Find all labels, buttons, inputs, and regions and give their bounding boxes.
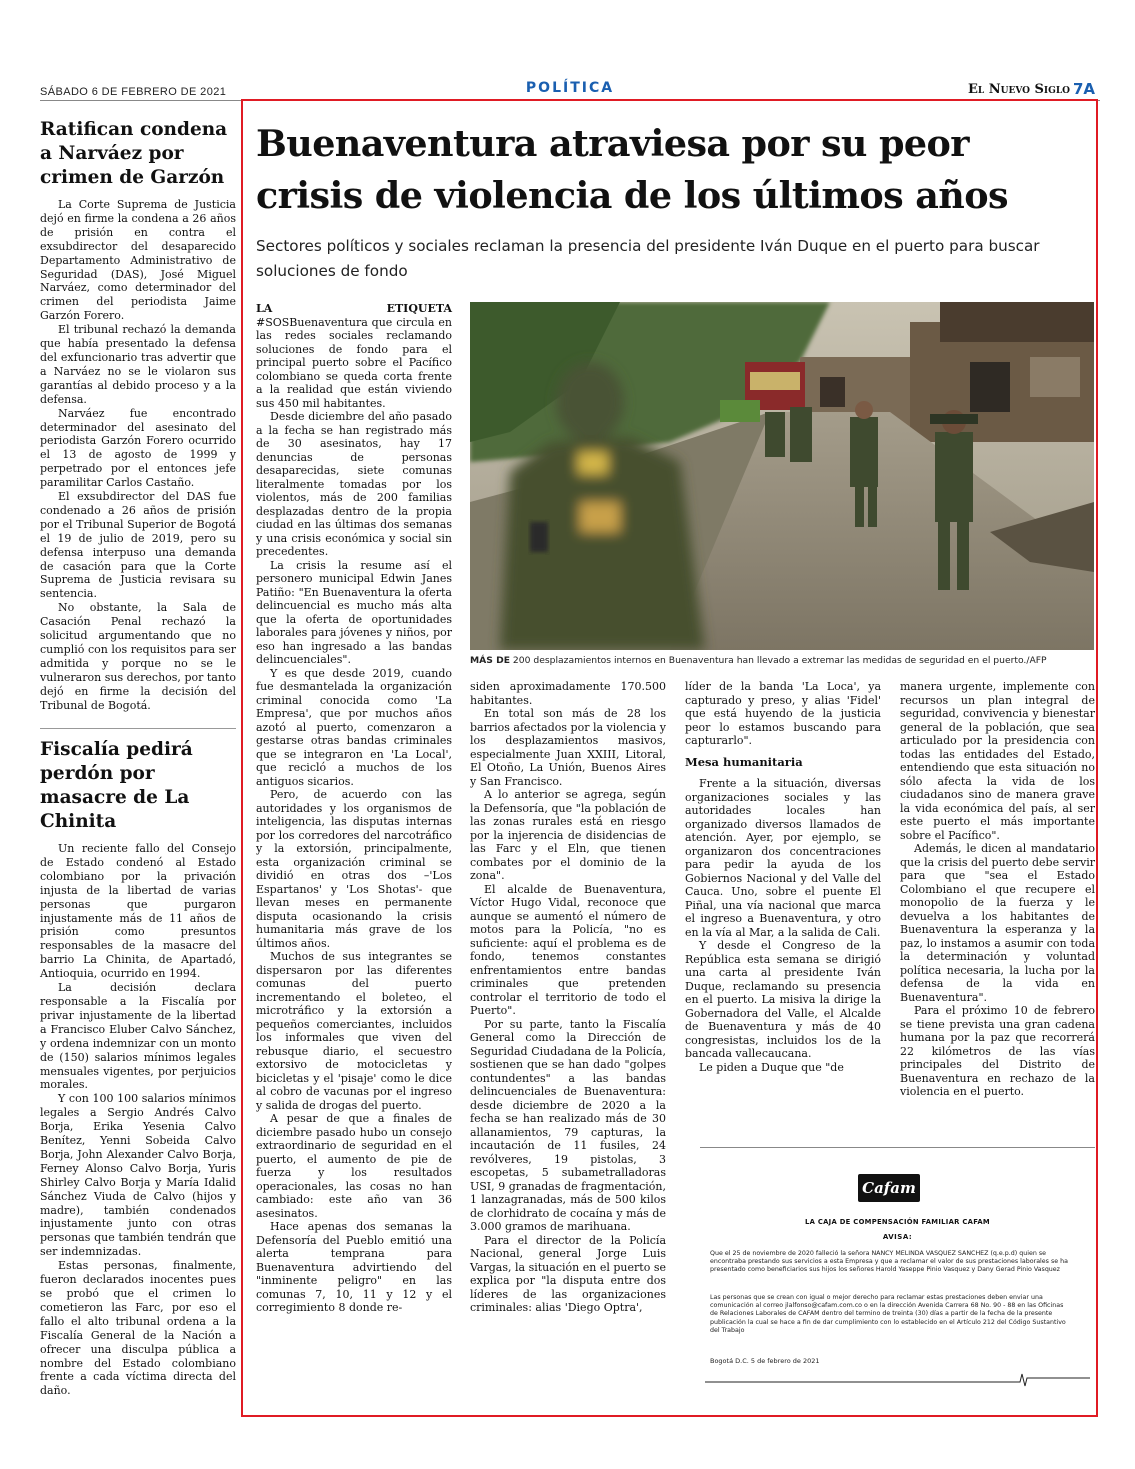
article-paragraph: manera urgente, implemente con recursos un plan integral de seguridad, convivencia y bienestar general de la población, que sea articulado por la presidencia con todas las entidades del Estado, entendiendo que esta situación no sólo afecta la vida de los ciudadanos sino de manera grave la vida económica del país, al ser este puerto el más importante sobre el Pacífico". — [900, 680, 1095, 842]
article-paragraph: Y es que desde 2019, cuando fue desmantelada la organización criminal conocida como 'La Empresa', que por muchos años azotó al puerto, comenzaron a gestarse otras bandas criminales que se integraron en 'La Local', que recicló a muchos de los antiguos sicarios. — [256, 666, 452, 788]
cafam-logo: Cafam — [858, 1174, 920, 1202]
sidebar-story-la-chinita — [40, 738, 236, 1398]
story-paragraph: Y con 100 100 salarios mínimos legales a Sergio Andrés Calvo Borja, Erika Yesenia Calvo Benítez, Yenni Sobeida Calvo Borja, John Alexander Calvo Borja, Ferney Alonso Calvo Borja, Yuris Shirley Calvo Borja y María Idalid Sánchez Viuda de Calvo (hijos y madre), también condenados injustamente junto con otras personas que también tendrán que ser indemnizadas. — [40, 1092, 236, 1259]
sidebar-story-narvaez — [40, 118, 236, 713]
ad-title: LA CAJA DE COMPENSACIÓN FAMILIAR CAFAM — [804, 1218, 991, 1226]
article-paragraph: En total son más de 28 los barrios afectados por la violencia y los desplazamientos masivos, especialmente Juan XXIII, Litoral, El Otoño, La Unión, Buenos Aires y San Francisco. — [470, 707, 666, 788]
article-paragraph: Por su parte, tanto la Fiscalía General como la Dirección de Seguridad Ciudadana de la Policía, sostienen que se han dado "golpes contundentes" a las bandas delincuenciales de Buenaventura: desde diciembre de 2020 a la fecha se han realizado más de 30 allanamientos, 79 capturas, la incautación de 11 fusiles, 24 revólveres, 19 pistolas, 3 escopetas, 5 subametralladoras USI, 9 granadas de fragmentación, 1 lanzagranadas, más de 500 kilos de clorhidrato de cocaína y más de 3.000 gramos de marihuana. — [470, 1017, 666, 1233]
photo-caption — [470, 655, 1094, 667]
story-title: Fiscalía pedirá perdón por masacre de La Chinita — [40, 739, 193, 832]
article-paragraph: A pesar de que a finales de diciembre pasado hubo un consejo extraordinario de seguridad en el puerto, el aumento de pie de fuerza y los resultados operacionales, las cosas no han cambiado: este año van 36 asesinatos. — [256, 1112, 452, 1220]
ad-bottom-line — [700, 1368, 1095, 1388]
story-paragraph: No obstante, la Sala de Casación Penal rechazó la solicitud argumentando que no cumplió con los requisitos para ser admitida y porque no se le vulneraron sus derechos, por tanto dejó en firme la decisión del Tribunal de Bogotá. — [40, 601, 236, 712]
police-patrol-photo — [470, 302, 1094, 650]
section-subheading: Mesa humanitaria — [685, 754, 803, 769]
story-paragraph: La Corte Suprema de Justicia dejó en firme la condena a 26 años de prisión en contra el exsubdirector del desaparecido Departamento Administrativo de Seguridad (DAS), José Miguel Narváez, como determinador del crimen del periodista Jaime Garzón Forero. — [40, 198, 236, 323]
ad-top-rule — [700, 1147, 1095, 1148]
article-paragraph: La crisis la resume así el personero municipal Edwin Janes Patiño: "En Buenaventura la oferta delincuencial es mucho más alta que la oferta de oportunidades laborales para jóvenes y niños, por eso han ingresado a las bandas delincuenciales". — [256, 558, 452, 666]
article-paragraph: El alcalde de Buenaventura, Víctor Hugo Vidal, reconoce que aunque se aumentó el número de motos para la Policía, "no es suficiente: aquí el problema es de fondo, tenemos constantes enfrentamientos entre bandas criminales que pretenden controlar el territorio de todo el Puerto". — [470, 882, 666, 1017]
article-column-4 — [900, 680, 1095, 1099]
ad-text-1: Que el 25 de noviembre de 2020 falleció la señora NANCY MELINDA VASQUEZ SANCHEZ (q.e.p.d) quien se encontraba prestando sus servicios a esta Empresa y que a reclamar el valor de sus prestaciones laborales se ha presentado como beneficiarios sus hijos los señores Harold Yaseppe Pinio Vasquez y Dany Gerad Pinio Vasquez — [710, 1250, 1068, 1274]
ad-date: Bogotá D.C. 5 de febrero de 2021 — [710, 1357, 820, 1365]
issue-date: SÁBADO 6 DE FEBRERO DE 2021 — [40, 86, 227, 98]
article-column-2 — [470, 680, 666, 1315]
story-paragraph: Narváez fue encontrado determinador del asesinato del periodista Garzón Forero ocurrido el 13 de agosto de 1999 y perpetrado por el entonces jefe paramilitar Carlos Castaño. — [40, 406, 236, 490]
photo-credit: /AFP — [1026, 655, 1047, 666]
caption-lead: MÁS DE — [470, 655, 510, 666]
article-column-1 — [256, 302, 452, 1315]
article-photo — [470, 302, 1094, 650]
story-paragraph: Estas personas, finalmente, fueron declarados inocentes pues se probó que el crimen lo cometieron las Farc, por eso el fallo el alto tribunal ordena a la Fiscalía General de la Nación a ofrecer una disculpa pública a nombre del Estado colombiano frente a cada víctima directa del daño. — [40, 1259, 236, 1398]
article-paragraph: Hace apenas dos semanas la Defensoría del Pueblo emitió una alerta temprana para Buenaventura advirtiendo del "inminente peligro" en las comunas 7, 10, 11 y 12 y el corregimiento 8 donde re- — [256, 1220, 452, 1314]
article-paragraph: líder de la banda 'La Loca', ya capturado y preso, y alias 'Fidel' que está huyendo de la justicia peor lo estamos buscando para capturarlo". — [685, 680, 881, 747]
ad-avisa: AVISA: — [882, 1233, 913, 1241]
article-paragraph: Frente a la situación, diversas organizaciones sociales y las autoridades locales han organizado diversos llamados de atención. Ayer, por ejemplo, se organizaron dos concentraciones para pedir la ayuda de los Gobiernos Nacional y del Valle del Cauca. Uno, sobre el puente El Piñal, una vía nacional que marca el ingreso a Buenaventura, y otro en la vía al Mar, a la salida de Cali. — [685, 777, 881, 939]
article-paragraph: Muchos de sus integrantes se dispersaron por las diferentes comunas del puerto incrementando el boleteo, el microtráfico y la extorsión a pequeños comerciantes, incluidos los informales que viven del rebusque diario, el secuestro extorsivo de motocicletas y bicicletas y el 'pisaje' como le dice al cobro de vacunas por el ingreso y salida de drogas del puerto. — [256, 950, 452, 1112]
article-paragraph: #SOSBuenaventura que circula en las redes sociales reclamando soluciones de fondo para el principal puerto sobre el Pacífico colombiano se queda corta frente a la realidad que están viviendo sus 450 mil habitantes. — [256, 315, 452, 410]
article-paragraph: siden aproximadamente 170.500 habitantes. — [470, 680, 666, 707]
article-column-3 — [685, 680, 881, 1074]
article-paragraph: Desde diciembre del año pasado a la fecha se han registrado más de 30 asesinatos, hay 17 denuncias de personas desaparecidas, siete comunas literalmente tomadas por los violentos, más de 200 familias desplazadas dentro de la propia ciudad en las últimas dos semanas y una crisis económica y social sin precedentes. — [256, 410, 452, 558]
ad-text-2: Las personas que se crean con igual o mejor derecho para reclamar estas prestaciones deben enviar una comunicación al correo jlalfonso@cafam.com.co o en la dirección Avenida Carrera 68 No. 90 - 88 en las Oficinas de Relaciones Laborales de CAFAM dentro del termino de treinta (30) días a partir de la fecha de la presente publicación la cual se hace a fin de dar cumplimiento con lo establecido en el Artículo 212 del Código Sustantivo del Trabajo — [710, 1294, 1066, 1334]
article-paragraph: A lo anterior se agrega, según la Defensoría, que "la población de las zonas rurales está en riesgo por la injerencia de disidencias de las Farc y el Eln, que tienen combates por el dominio de la zona". — [470, 788, 666, 882]
lead-tag: LA ETIQUETA — [256, 302, 452, 315]
story-title: Ratifican condena a Narváez por crimen de Garzón — [40, 119, 228, 188]
main-headline: Buenaventura atraviesa por su peor crisis de violencia de los últimos años — [256, 122, 1008, 217]
sidebar-divider — [40, 728, 236, 729]
article-paragraph: Le piden a Duque que "de — [699, 1060, 844, 1074]
article-paragraph: Y desde el Congreso de la República esta semana se dirigió una carta al presidente Iván Duque, reclamando su presencia en el puerto. La misiva la dirige la Gobernadora del Valle, el Alcalde de Buenaventura y más de 40 congresistas, incluidos los de la bancada vallecaucana. — [685, 939, 881, 1060]
story-paragraph: La decisión declara responsable a la Fiscalía por privar injustamente de la libertad a Francisco Eluber Calvo Sánchez, y ordena indemnizar con un monto de (150) salarios mínimos legales mensuales vigentes, por perjuicios morales. — [40, 981, 236, 1092]
article-paragraph: Pero, de acuerdo con las autoridades y los organismos de inteligencia, las disputas internas por los corredores del narcotráfico y la extorsión, principalmente, esta organización criminal se dividió en otras dos –'Los Espartanos' y 'Los Shotas'- que llevan meses en permanente disputa ocasionando la crisis humanitaria más grave de los últimos años. — [256, 788, 452, 950]
article-paragraph: Además, le dicen al mandatario que la crisis del puerto debe servir para que "sea el Estado Colombiano el que recupere el monopolio de la fuerza y le devuelva a los habitantes de Buenaventura la esperanza y la paz, lo instamos a asumir con toda la determinación y voluntad política necesaria, la lucha por la defensa de la vida en Buenaventura". — [900, 842, 1095, 1004]
main-subhead: Sectores políticos y sociales reclaman la presencia del presidente Iván Duque en el puerto para buscar soluciones de fondo — [256, 237, 1040, 280]
article-paragraph: Para el director de la Policía Nacional, general Jorge Luis Vargas, la situación en el puerto se explica por "la disputa entre dos líderes de las organizaciones criminales: alias 'Diego Optra', — [470, 1233, 666, 1314]
story-paragraph: Un reciente fallo del Consejo de Estado condenó al Estado colombiano por la privación injusta de la libertad de varias personas que purgaron injustamente más de 11 años de prisión como presuntos responsables de la masacre del barrio La Chinita, de Apartadó, Antioquia, ocurrido en 1994. — [40, 842, 236, 981]
story-paragraph: El exsubdirector del DAS fue condenado a 26 años de prisión por el Tribunal Superior de Bogotá el 19 de julio de 2019, pero su defensa interpuso una demanda de casación para que la Corte Suprema de Justicia revisara su sentencia. — [40, 490, 236, 601]
newspaper-name: El Nuevo Siglo — [968, 82, 1070, 97]
section-label: POLÍTICA — [525, 80, 615, 96]
article-paragraph: Para el próximo 10 de febrero se tiene prevista una gran cadena humana por la paz que recorrerá 22 kilómetros de las vías principales del Distrito de Buenaventura en rechazo de la violencia en el puerto. — [900, 1004, 1095, 1098]
page-number: 7A — [1073, 80, 1096, 98]
caption-text: 200 desplazamientos internos en Buenaventura han llevado a extremar las medidas de seguridad en el puerto. — [509, 655, 1027, 666]
story-paragraph: El tribunal rechazó la demanda que había presentado la defensa del exfuncionario tras advertir que a Narváez no se le violaron sus garantías al debido proceso y a la defensa. — [40, 323, 236, 406]
